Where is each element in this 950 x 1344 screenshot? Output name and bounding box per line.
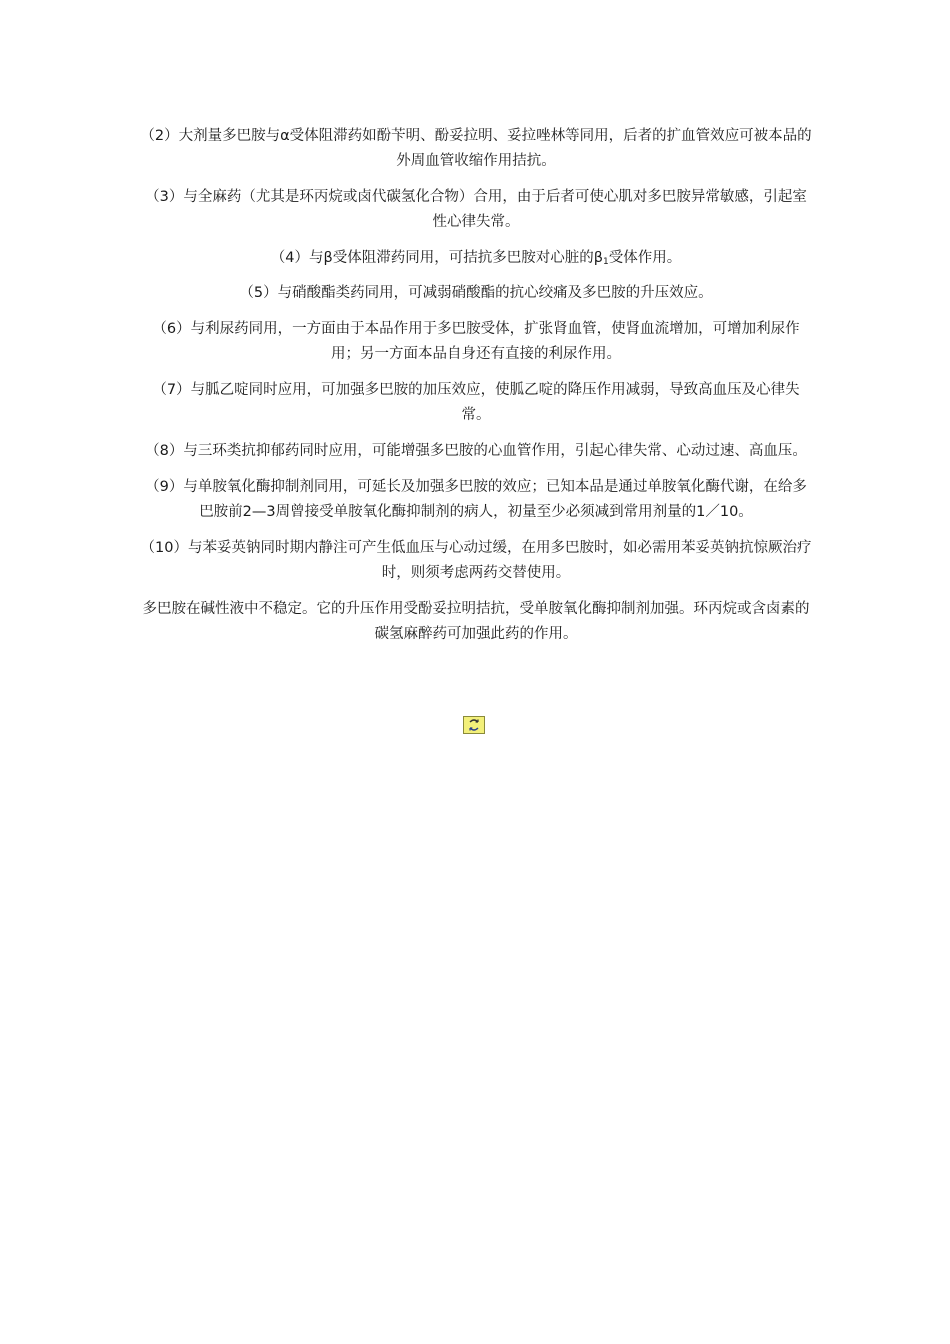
paragraph-drug-interaction-10: （10）与苯妥英钠同时期内静注可产生低血压与心动过缓，在用多巴胺时，如必需用苯妥英钠抗惊厥治疗时，则须考虑两药交替使用。 [140, 540, 812, 581]
document-body [140, 124, 812, 658]
paragraph-drug-interaction-6: （6）与利尿药同用，一方面由于本品作用于多巴胺受体，扩张肾血管，使肾血流增加，可增加利尿作用；另一方面本品自身还有直接的利尿作用。 [152, 321, 800, 362]
paragraph-4-text: （4）与β受体阻滞药同用，可拮抗多巴胺对心脏的β [270, 250, 603, 266]
paragraph-drug-interaction-8: （8）与三环类抗抑郁药同时应用，可能增强多巴胺的心血管作用，引起心律失常、心动过速、高血压。 [145, 443, 807, 459]
paragraph-drug-interaction-2: （2）大剂量多巴胺与α受体阻滞药如酚苄明、酚妥拉明、妥拉唑林等同用，后者的扩血管效应可被本品的外周血管收缩作用拮抗。 [140, 128, 812, 169]
paragraph-drug-interaction-9: （9）与单胺氧化酶抑制剂同用，可延长及加强多巴胺的效应；已知本品是通过单胺氧化酶代谢，在给多巴胺前2—3周曾接受单胺氧化酶抑制剂的病人，初量至少必须减到常用剂量的1／10。 [145, 479, 807, 520]
embedded-object-icon[interactable] [463, 716, 485, 734]
paragraph-stability-note: 多巴胺在碱性液中不稳定。它的升压作用受酚妥拉明拮抗，受单胺氧化酶抑制剂加强。环丙烷或含卤素的碳氢麻醉药可加强此药的作用。 [142, 601, 810, 642]
paragraph-drug-interaction-3: （3）与全麻药（尤其是环丙烷或卤代碳氢化合物）合用，由于后者可使心肌对多巴胺异常敏感，引起室性心律失常。 [145, 189, 807, 230]
link-arrows-icon [467, 718, 481, 732]
paragraph-4-tail: 受体作用。 [608, 250, 682, 266]
paragraph-drug-interaction-5: （5）与硝酸酯类药同用，可减弱硝酸酯的抗心绞痛及多巴胺的升压效应。 [239, 285, 713, 301]
beta-subscript: 1 [603, 257, 609, 267]
paragraph-drug-interaction-7: （7）与胍乙啶同时应用，可加强多巴胺的加压效应，使胍乙啶的降压作用减弱，导致高血压及心律失常。 [152, 382, 800, 423]
embedded-object[interactable] [463, 716, 485, 734]
paragraph-drug-interaction-4 [140, 246, 812, 271]
